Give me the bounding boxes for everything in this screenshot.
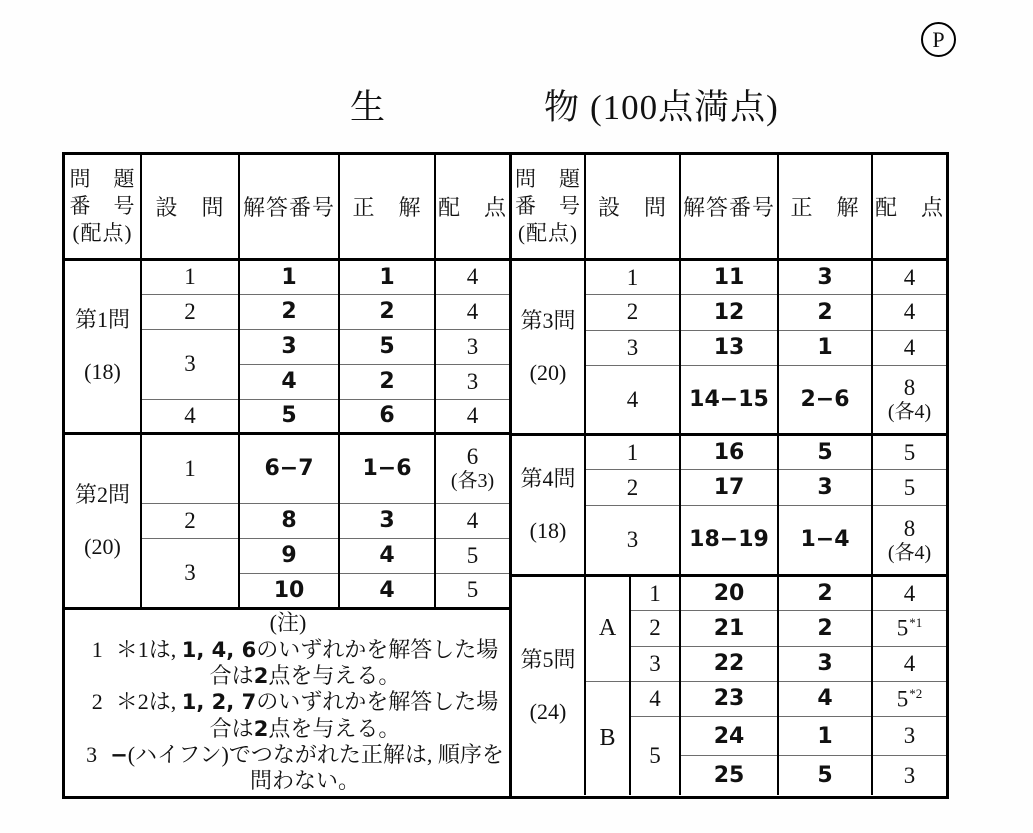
answer-number-cell: 2 [239,294,339,329]
points-cell: 5 [872,435,946,470]
answer-number-cell: 12 [680,295,778,330]
section-q5-title: 第5問 [520,647,576,673]
header-question-number [512,155,585,260]
points-cell [872,611,946,646]
table-row [65,259,509,294]
sub-question-cell: 4 [141,399,239,433]
correct-answer-cell: 1−6 [339,433,435,503]
table-row [65,608,509,796]
answer-table-left [65,155,509,796]
answer-number-cell: 22 [680,646,778,681]
section-q5-cell [512,576,585,795]
points-cell: 4 [435,399,509,433]
points-cell: 4 [435,259,509,294]
sub-question-cell: 3 [585,330,680,365]
points-cell: 4 [872,646,946,681]
section-q1-cell [65,259,141,433]
table-row [512,576,946,611]
correct-answer-cell: 3 [339,503,435,538]
section-q3-points: (20) [529,360,567,386]
correct-answer-cell: 2−6 [778,365,872,434]
points-cell: 5 [872,470,946,505]
header-row [512,155,946,260]
section-q2-points: (20) [84,533,121,559]
points-cell [872,505,946,575]
points-cell: 4 [435,503,509,538]
sub-question-cell: 3 [141,329,239,399]
points-cell [435,433,509,503]
section-q1-points: (18) [84,359,121,384]
header-points: 配 点 [872,155,946,260]
header-correct-answer: 正 解 [339,155,435,259]
notes-box [65,608,509,796]
answer-number-cell: 3 [239,329,339,364]
answer-number-cell: 11 [680,260,778,295]
correct-answer-cell: 2 [339,364,435,399]
points-value: 6 [466,444,479,470]
answer-number-cell: 24 [680,716,778,755]
points-cell: 4 [872,576,946,611]
answer-number-cell: 9 [239,538,339,573]
correct-answer-cell: 1 [778,716,872,755]
answer-number-cell: 17 [680,470,778,505]
answer-number-cell: 1 [239,259,339,294]
answer-number-cell: 16 [680,435,778,470]
section-q3-cell [512,260,585,435]
group-b-cell: B [585,681,630,795]
points-cell: 4 [872,260,946,295]
title-full-marks: (100点満点) [590,88,779,127]
points-cell: 5 [435,573,509,608]
correct-answer-cell: 1 [778,330,872,365]
sub-question-cell: 1 [585,435,680,470]
answer-number-cell: 25 [680,756,778,795]
sub-question-cell: 1 [141,259,239,294]
header-question-line2: 番 号 [515,194,581,219]
sub-question-cell: 4 [585,365,680,434]
header-question-line3: (配点) [72,220,133,245]
correct-answer-cell: 3 [778,260,872,295]
note-item-3: 3 −(ハイフン)でつながれた正解は, 順序を問わない。 [86,742,504,794]
answer-number-cell: 14−15 [680,365,778,434]
sub-question-cell: 2 [630,611,680,646]
table-row [512,435,946,470]
answer-number-cell: 5 [239,399,339,433]
sub-question-cell: 3 [141,538,239,608]
header-question-number [65,155,141,259]
sub-question-cell: 4 [630,681,680,716]
table-row [512,260,946,295]
points-value: 5 [896,686,909,712]
section-q4-title: 第4問 [520,466,576,492]
header-sub-question: 設 問 [141,155,239,259]
title-subject-first: 生 [350,88,387,127]
correct-answer-cell: 5 [339,329,435,364]
correct-answer-cell: 1−4 [778,505,872,575]
answer-table [62,152,949,799]
points-asterisk-note: *2 [909,685,923,701]
correct-answer-cell: 4 [339,538,435,573]
title-subject-second: 物 [544,88,581,127]
answer-number-cell: 6−7 [239,433,339,503]
answer-number-cell: 18−19 [680,505,778,575]
page-title [350,80,779,130]
correct-answer-cell: 2 [778,576,872,611]
sub-question-cell: 2 [585,470,680,505]
points-cell: 3 [435,329,509,364]
header-points: 配 点 [435,155,509,259]
header-row [65,155,509,259]
answer-number-cell: 13 [680,330,778,365]
correct-answer-cell: 4 [339,573,435,608]
correct-answer-cell: 3 [778,470,872,505]
points-each-note: (各4) [887,541,932,564]
correct-answer-cell: 5 [778,756,872,795]
points-cell [872,681,946,716]
points-each-note: (各4) [887,401,932,424]
answer-number-cell: 20 [680,576,778,611]
correct-answer-cell: 2 [778,611,872,646]
sub-question-cell: 5 [630,716,680,795]
points-cell [872,365,946,434]
points-value: 5 [896,615,909,641]
group-a-cell: A [585,576,630,682]
correct-answer-cell: 5 [778,435,872,470]
header-question-line1: 問 題 [69,166,136,191]
points-cell: 4 [872,295,946,330]
p-mark-letter: P [932,26,945,52]
section-q2-title: 第2問 [74,481,130,507]
points-cell: 5 [435,538,509,573]
sub-question-cell: 2 [141,503,239,538]
notes-title: (注) [269,610,307,636]
correct-answer-cell: 6 [339,399,435,433]
sub-question-cell: 3 [585,505,680,575]
points-cell: 4 [435,294,509,329]
correct-answer-cell: 2 [339,294,435,329]
points-value: 8 [903,515,916,541]
correct-answer-cell: 1 [339,259,435,294]
answer-number-cell: 8 [239,503,339,538]
sub-question-cell: 1 [630,576,680,611]
section-q5-points: (24) [529,699,567,725]
sub-question-cell: 1 [141,433,239,503]
answer-number-cell: 4 [239,364,339,399]
header-question-line2: 番 号 [69,193,136,218]
section-q4-cell [512,435,585,576]
header-sub-question: 設 問 [585,155,680,260]
section-q4-points: (18) [529,518,567,544]
sub-question-cell: 3 [630,646,680,681]
sub-question-cell: 2 [141,294,239,329]
correct-answer-cell: 2 [778,295,872,330]
note-item-2: 2 ＊2は, 1, 2, 7のいずれかを解答した場合は2点を与える。 [91,689,499,741]
sub-question-cell: 1 [585,260,680,295]
section-q1-title: 第1問 [74,307,130,332]
note-item-1: 1 ＊1は, 1, 4, 6のいずれかを解答した場合は2点を与える。 [91,636,499,688]
answer-number-cell: 21 [680,611,778,646]
circled-p-mark [921,22,956,57]
points-asterisk-note: *1 [909,615,923,631]
table-row [65,433,509,503]
points-cell: 3 [872,756,946,795]
header-question-line3: (配点) [518,221,578,245]
answer-number-cell: 10 [239,573,339,608]
header-question-line1: 問 題 [515,167,581,192]
points-value: 8 [903,375,916,401]
points-each-note: (各3) [450,470,495,493]
points-cell: 3 [872,716,946,755]
correct-answer-cell: 4 [778,681,872,716]
header-correct-answer: 正 解 [778,155,872,260]
points-cell: 3 [435,364,509,399]
correct-answer-cell: 3 [778,646,872,681]
section-q2-cell [65,433,141,608]
points-cell: 4 [872,330,946,365]
header-answer-number: 解答番号 [239,155,339,259]
section-q3-title: 第3問 [520,308,576,334]
answer-number-cell: 23 [680,681,778,716]
header-answer-number: 解答番号 [680,155,778,260]
sub-question-cell: 2 [585,295,680,330]
answer-table-right [512,155,946,795]
